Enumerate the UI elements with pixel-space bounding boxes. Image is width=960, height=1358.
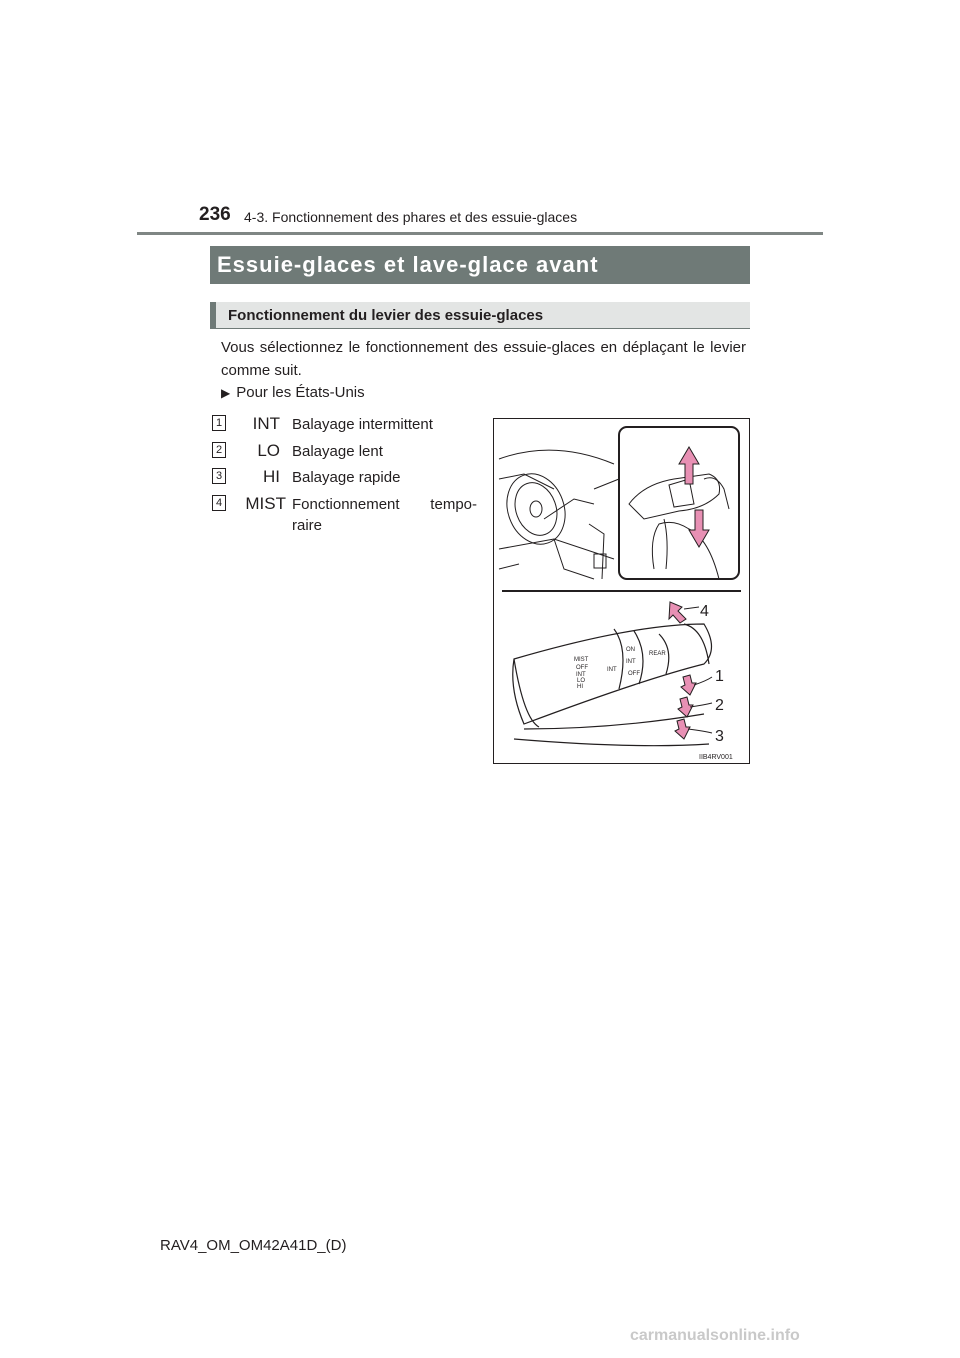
label-off: OFF <box>576 665 588 671</box>
label-rear: REAR <box>649 651 666 657</box>
header-rule <box>137 232 823 235</box>
item-code: LO <box>257 441 280 460</box>
main-heading: Essuie-glaces et lave-glace avant <box>210 246 750 284</box>
label-rear-on: ON <box>626 647 635 653</box>
arrow-down-int-icon <box>681 675 696 695</box>
item-code: INT <box>252 414 280 433</box>
item-code: MIST <box>245 494 286 513</box>
callout-4: 4 <box>700 603 709 620</box>
watermark: carmanualsonline.info <box>630 1327 800 1344</box>
item-description: Balayage rapide <box>292 469 401 486</box>
wiper-figure <box>493 418 750 764</box>
footer-doc-code: RAV4_OM_OM42A41D_(D) <box>160 1237 347 1254</box>
item-description: Balayage lent <box>292 443 383 460</box>
wiper-lever-illustration <box>494 419 749 763</box>
item-number: 1 <box>212 415 226 431</box>
triangle-bullet-icon: ▶ <box>221 386 231 400</box>
callout-2: 2 <box>715 697 724 714</box>
arrow-down-hi-icon <box>675 719 690 739</box>
item-number: 3 <box>212 468 226 484</box>
callout-1: 1 <box>715 668 724 685</box>
figure-id: IIB4RV001 <box>699 754 733 761</box>
region-note <box>221 384 365 401</box>
item-number: 4 <box>212 495 226 511</box>
item-description: Fonctionnement tempo-raire <box>292 496 477 534</box>
label-mist: MIST <box>574 657 589 663</box>
region-label: Pour les États-Unis <box>236 384 365 401</box>
label-ring-int: INT <box>607 667 617 673</box>
item-number: 2 <box>212 442 226 458</box>
label-lo: LO <box>577 678 586 684</box>
label-rear-int: INT <box>626 659 636 665</box>
callout-3: 3 <box>715 728 724 745</box>
page-number: 236 <box>199 204 231 225</box>
intro-paragraph: Vous sélectionnez le fonctionnement des essuie-glaces en déplaçant le levier comme suit. <box>221 339 746 379</box>
arrow-up-mist-icon <box>669 602 686 623</box>
label-rear-off: OFF <box>628 671 640 677</box>
section-title: 4-3. Fonctionnement des phares et des essuie-glaces <box>244 209 578 225</box>
dashboard-sketch <box>497 450 619 579</box>
item-description: Balayage intermittent <box>292 416 433 433</box>
label-hi: HI <box>577 684 583 690</box>
sub-heading: Fonctionnement du levier des essuie-glaces <box>210 302 750 329</box>
item-code: HI <box>263 467 280 486</box>
inset-frame <box>619 427 739 579</box>
label-int: INT <box>576 672 586 678</box>
